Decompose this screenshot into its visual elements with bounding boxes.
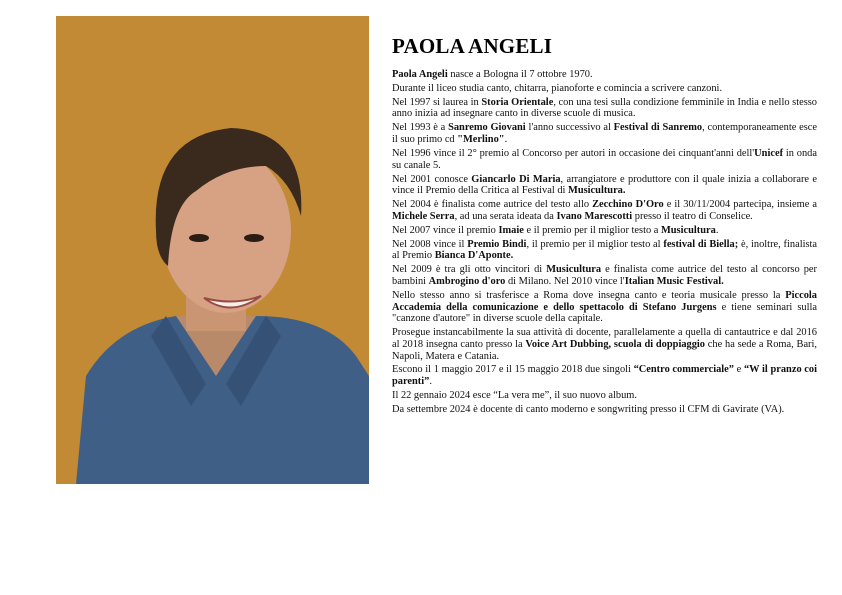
bio-paragraph [392, 239, 817, 262]
text-segment: Durante il liceo studia canto, chitarra, pianoforte e comincia a scrivere canzoni. [392, 82, 723, 94]
bio-paragraph [392, 404, 817, 416]
bold-text: Michele Serra [392, 210, 455, 222]
text-segment: Nello stesso anno si trasferisce a Roma dove insegna canto e teoria musicale presso la [392, 289, 786, 301]
text-segment: . [715, 224, 719, 236]
bio-paragraph [392, 290, 817, 325]
bold-text: Piccola Accademia della comunicazione e dello spettacolo di Stefano Jurgens [392, 289, 817, 313]
bold-text: Giancarlo Di Maria [471, 173, 561, 185]
bold-text: "Merlino" [457, 134, 505, 146]
bio-paragraph [392, 97, 817, 120]
bold-text: Ivano Marescotti [556, 210, 633, 222]
text-segment: Nel 1996 vince il 2° premio al Concorso per autori in occasione dei cinquant'anni dell' [392, 147, 755, 159]
text-segment: e tiene seminari sulla "canzone d'autore" in diverse scuole della capitale. [392, 301, 817, 325]
bold-text: Imaie [498, 224, 524, 236]
text-segment: , contemporaneamente esce il suo primo cd [392, 122, 817, 146]
text-segment: . [429, 376, 432, 388]
bold-text: festival di Biella; [663, 238, 739, 250]
text-segment: Escono il 1 maggio 2017 e il 15 maggio 2018 due singoli [392, 364, 634, 376]
bold-text: Bianca D'Aponte. [434, 250, 514, 262]
text-segment: l'anno successivo al [525, 122, 614, 134]
bold-text: “W il pranzo coi parenti” [392, 364, 818, 388]
bio-paragraph [392, 83, 817, 95]
text-segment: e il premio per il miglior testo a [523, 224, 661, 236]
bio-paragraph [392, 148, 817, 171]
text-segment: Il 22 gennaio 2024 esce “La vera me”, il suo nuovo album. [392, 390, 637, 402]
text-segment: . [504, 134, 508, 146]
text-segment: , arrangiatore e produttore con il quale inizia a collaborare e vince il Premio della Critica al Festival di [392, 173, 817, 197]
portrait-illustration [56, 16, 369, 484]
bold-text: Unicef [754, 147, 784, 159]
text-segment: Nel 2009 è tra gli otto vincitori di [392, 264, 547, 276]
bold-text: Festival di Sanremo [613, 122, 703, 134]
bold-text: Ambrogino d'oro [428, 275, 506, 287]
text-segment: e [733, 364, 744, 376]
bold-text: Italian Music Festival. [624, 275, 724, 287]
bio-paragraph [392, 199, 817, 222]
text-segment: in onda su canale 5. [392, 147, 817, 171]
bold-text: Paola Angeli [392, 69, 448, 80]
biography-text [392, 69, 817, 418]
bold-text: Musicultura [660, 224, 716, 236]
portrait-photo [56, 16, 369, 484]
text-segment: Da settembre 2024 è docente di canto moderno e songwriting presso il CFM di Gavirate (VA). [392, 403, 785, 415]
text-segment: Nel 2008 vince il [392, 238, 468, 250]
text-segment: , con una tesi sulla condizione femminile in India e nello stesso anno inizia ad insegnare canto in diverse scuole di musica. [392, 96, 817, 120]
bold-text: Voice Art Dubbing, scuola di doppiaggio [525, 338, 705, 350]
text-segment: Nel 2004 è finalista come autrice del testo allo [392, 199, 593, 211]
text-segment: Nel 1993 è a [392, 122, 449, 134]
bio-paragraph [392, 327, 817, 362]
bold-text: Musicultura. [568, 185, 626, 197]
bold-text: “Centro commerciale” [633, 364, 734, 376]
text-segment: e il 30/11/2004 partecipa, insieme a [663, 199, 817, 211]
text-segment: , il premio per il miglior testo al [526, 238, 664, 250]
bio-paragraph [392, 69, 817, 81]
bio-paragraph [392, 364, 817, 387]
bold-text: Zecchino D'Oro [592, 199, 664, 211]
bio-paragraph [392, 174, 817, 197]
bold-text: Storia Orientale [481, 96, 554, 108]
text-segment: presso il teatro di Conselice. [632, 210, 753, 222]
text-segment: Nel 2007 vince il premio [392, 224, 499, 236]
text-segment: Nel 2001 conosce [392, 173, 472, 185]
text-segment: Nel 1997 si laurea in [392, 96, 482, 108]
bold-text: Premio Bindi [467, 238, 527, 250]
page-title: PAOLA ANGELI [392, 34, 553, 58]
bio-paragraph [392, 390, 817, 402]
bold-text: Musicultura [546, 264, 602, 276]
text-segment: , ad una serata ideata da [454, 210, 557, 222]
text-segment: Prosegue instancabilmente la sua attività di docente, parallelamente a quella di cantautrice e dal 2016 al 2018 insegna canto presso la [392, 327, 817, 350]
text-segment: è, inoltre, finalista al Premio [392, 238, 818, 262]
bold-text: Sanremo Giovani [448, 122, 526, 134]
bio-paragraph [392, 264, 817, 287]
text-segment: e finalista come autrice del testo al concorso per bambini [392, 264, 817, 287]
bio-paragraph [392, 122, 817, 145]
text-segment: di Milano. Nel 2010 vince l' [505, 275, 625, 287]
bio-paragraph [392, 225, 817, 237]
text-segment: nasce a Bologna il 7 ottobre 1970. [447, 69, 593, 80]
text-segment: che ha sede a Roma, Bari, Napoli, Matera e Catania. [392, 338, 818, 362]
